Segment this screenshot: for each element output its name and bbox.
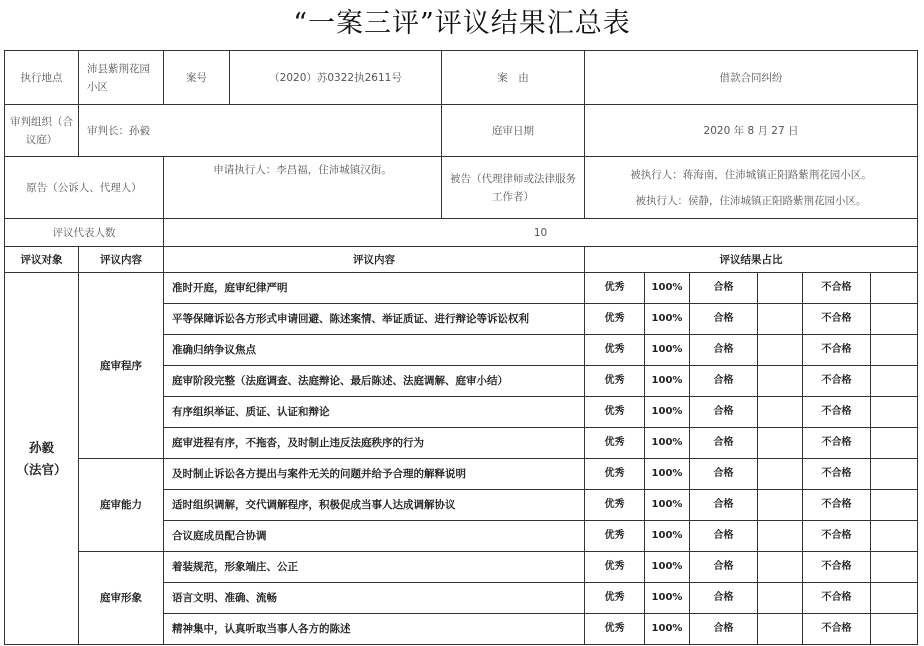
rating-fail-pct [871,366,918,397]
rating-excellent-label: 优秀 [585,459,645,490]
rating-pass-pct [758,490,803,521]
officer-role: （法官） [16,461,67,477]
rating-fail-pct [871,304,918,335]
rating-excellent-pct: 100% [645,490,690,521]
rating-fail-pct [871,273,918,304]
trial-date-value: 2020 年 8 月 27 日 [585,105,918,157]
plaintiff-value: 申请执行人：李昌福，住沛城镇汉街。 [164,157,442,219]
rating-excellent-pct: 100% [645,552,690,583]
rating-excellent-pct: 100% [645,521,690,552]
evaluation-item: 有序组织举证、质证、认证和辩论 [164,397,585,428]
rating-fail-label: 不合格 [803,490,871,521]
defendant-label: 被告（代理律师或法律服务工作者） [442,157,585,219]
defendant-value: 被执行人：侯静，住沛城镇正阳路紫荆花园小区。 [635,194,867,207]
evaluation-item: 合议庭成员配合协调 [164,521,585,552]
rating-pass-pct [758,366,803,397]
rating-pass-label: 合格 [690,583,758,614]
rating-excellent-pct: 100% [645,428,690,459]
rating-fail-label: 不合格 [803,583,871,614]
rating-pass-label: 合格 [690,552,758,583]
rating-fail-pct [871,490,918,521]
rating-excellent-pct: 100% [645,583,690,614]
evaluation-row [5,273,918,304]
category-cell: 庭审程序 [79,273,164,459]
col-result: 评议结果占比 [585,247,918,273]
rating-fail-label: 不合格 [803,614,871,645]
defendant-value: 被执行人：蒋海南，住沛城镇正阳路紫荆花园小区。 [630,168,872,181]
evaluation-item: 及时制止诉讼各方提出与案件无关的问题并给予合理的解释说明 [164,459,585,490]
rating-excellent-pct: 100% [645,614,690,645]
rating-fail-label: 不合格 [803,273,871,304]
rating-fail-pct [871,614,918,645]
rating-fail-label: 不合格 [803,521,871,552]
rating-excellent-label: 优秀 [585,614,645,645]
rating-pass-pct [758,304,803,335]
rating-pass-pct [758,552,803,583]
rating-fail-label: 不合格 [803,304,871,335]
rating-excellent-label: 优秀 [585,273,645,304]
rating-excellent-label: 优秀 [585,552,645,583]
presiding-judge: 审判长：孙毅 [79,105,442,157]
rating-excellent-label: 优秀 [585,304,645,335]
rating-pass-pct [758,459,803,490]
evaluation-item: 准时开庭，庭审纪律严明 [164,273,585,304]
case-no-value: （2020）苏0322执2611号 [230,51,442,105]
evaluation-item: 平等保障诉讼各方形式申请回避、陈述案情、举证质证、进行辩论等诉讼权利 [164,304,585,335]
rating-fail-pct [871,459,918,490]
col-category: 评议内容 [79,247,164,273]
trial-date-label: 庭审日期 [442,105,585,157]
case-no-label: 案号 [164,51,230,105]
page-title: “一案三评”评议结果汇总表 [293,8,631,39]
rating-fail-pct [871,397,918,428]
category-cell: 庭审能力 [79,459,164,552]
header-row-parties [5,157,918,219]
reviewers-value: 10 [164,219,918,247]
rating-excellent-pct: 100% [645,335,690,366]
rating-excellent-label: 优秀 [585,521,645,552]
rating-fail-label: 不合格 [803,459,871,490]
rating-pass-pct [758,273,803,304]
rating-excellent-label: 优秀 [585,583,645,614]
evaluation-item: 准确归纳争议焦点 [164,335,585,366]
evaluation-item: 语言文明、准确、流畅 [164,583,585,614]
rating-pass-label: 合格 [690,397,758,428]
rating-pass-label: 合格 [690,521,758,552]
rating-fail-label: 不合格 [803,397,871,428]
rating-pass-pct [758,397,803,428]
evaluation-item: 着装规范，形象端庄、公正 [164,552,585,583]
rating-excellent-label: 优秀 [585,335,645,366]
rating-fail-label: 不合格 [803,428,871,459]
rating-pass-label: 合格 [690,428,758,459]
column-header-row [5,247,918,273]
rating-fail-pct [871,583,918,614]
rating-fail-pct [871,428,918,459]
defendant-values [585,157,918,219]
rating-excellent-pct: 100% [645,273,690,304]
rating-fail-label: 不合格 [803,366,871,397]
rating-excellent-pct: 100% [645,366,690,397]
header-row-reviewers [5,219,918,247]
rating-excellent-label: 优秀 [585,397,645,428]
evaluation-item: 庭审进程有序，不拖沓，及时制止违反法庭秩序的行为 [164,428,585,459]
rating-fail-pct [871,552,918,583]
rating-excellent-pct: 100% [645,397,690,428]
rating-pass-pct [758,583,803,614]
location-value: 沛县紫荆花园小区 [79,51,164,105]
subject-officer [5,273,79,645]
rating-pass-pct [758,521,803,552]
rating-fail-label: 不合格 [803,552,871,583]
rating-pass-pct [758,614,803,645]
cause-label: 案 由 [442,51,585,105]
rating-pass-pct [758,335,803,366]
rating-excellent-pct: 100% [645,304,690,335]
rating-excellent-label: 优秀 [585,490,645,521]
rating-pass-pct [758,428,803,459]
reviewers-label: 评议代表人数 [5,219,164,247]
rating-pass-label: 合格 [690,490,758,521]
rating-fail-pct [871,335,918,366]
rating-excellent-label: 优秀 [585,428,645,459]
location-label: 执行地点 [5,51,79,105]
summary-table [4,50,918,645]
rating-pass-label: 合格 [690,614,758,645]
category-cell: 庭审形象 [79,552,164,645]
rating-fail-pct [871,521,918,552]
rating-pass-label: 合格 [690,273,758,304]
evaluation-row [5,552,918,583]
evaluation-row [5,459,918,490]
col-subject: 评议对象 [5,247,79,273]
rating-excellent-label: 优秀 [585,366,645,397]
cause-value: 借款合同纠纷 [585,51,918,105]
rating-pass-label: 合格 [690,335,758,366]
evaluation-item: 庭审阶段完整（法庭调查、法庭辩论、最后陈述、法庭调解、庭审小结） [164,366,585,397]
evaluation-item: 适时组织调解，交代调解程序，积极促成当事人达成调解协议 [164,490,585,521]
officer-name: 孙毅 [28,439,54,455]
rating-fail-label: 不合格 [803,335,871,366]
header-row-trial [5,105,918,157]
rating-excellent-pct: 100% [645,459,690,490]
trial-org-label: 审判组织（合议庭） [5,105,79,157]
rating-pass-label: 合格 [690,459,758,490]
rating-pass-label: 合格 [690,304,758,335]
rating-pass-label: 合格 [690,366,758,397]
header-row-case [5,51,918,105]
col-content: 评议内容 [164,247,585,273]
evaluation-item: 精神集中，认真听取当事人各方的陈述 [164,614,585,645]
plaintiff-label: 原告（公诉人、代理人） [5,157,164,219]
